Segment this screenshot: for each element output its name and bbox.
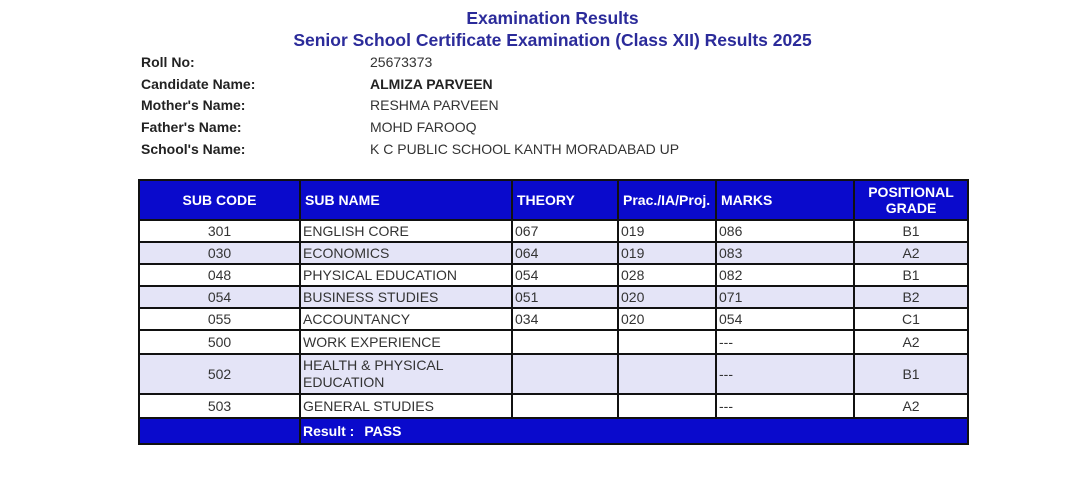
cell-sub-code: 054: [139, 286, 300, 308]
results-table: [138, 179, 969, 445]
cell-theory: 034: [512, 308, 618, 330]
cell-sub-name: GENERAL STUDIES: [300, 394, 512, 418]
school-name-value: K C PUBLIC SCHOOL KANTH MORADABAD UP: [370, 140, 680, 157]
cell-marks: 083: [716, 242, 854, 264]
table-row: [139, 394, 968, 418]
cell-grade: B1: [854, 220, 968, 242]
cell-theory: 051: [512, 286, 618, 308]
cell-sub-code: 500: [139, 330, 300, 354]
page-subtitle: Senior School Certificate Examination (Class XII) Results 2025: [293, 30, 812, 50]
cell-sub-code: 055: [139, 308, 300, 330]
cell-grade: B2: [854, 286, 968, 308]
cell-sub-name: PHYSICAL EDUCATION: [300, 264, 512, 286]
cell-theory: [512, 330, 618, 354]
table-row: [139, 308, 968, 330]
cell-sub-code: 502: [139, 354, 300, 394]
cell-marks: ---: [716, 330, 854, 354]
roll-no-label: Roll No:: [141, 54, 195, 70]
cell-theory: [512, 394, 618, 418]
cell-grade: C1: [854, 308, 968, 330]
cell-theory: [512, 354, 618, 394]
result-spacer: [139, 418, 300, 444]
cell-marks: 054: [716, 308, 854, 330]
cell-sub-name: HEALTH & PHYSICAL EDUCATION: [300, 354, 512, 394]
cell-marks: 071: [716, 286, 854, 308]
cell-sub-name: BUSINESS STUDIES: [300, 286, 512, 308]
cell-prac: 020: [618, 286, 716, 308]
cell-prac: 020: [618, 308, 716, 330]
school-name-label: School's Name:: [141, 140, 246, 157]
cell-sub-name: WORK EXPERIENCE: [300, 330, 512, 354]
result-cell: [300, 418, 968, 444]
result-label: Result :: [303, 422, 355, 439]
table-row: [139, 330, 968, 354]
cell-sub-code: 301: [139, 220, 300, 242]
cell-prac: 019: [618, 242, 716, 264]
table-row: [139, 354, 968, 394]
cell-sub-code: 030: [139, 242, 300, 264]
cell-theory: 064: [512, 242, 618, 264]
cell-sub-name: ACCOUNTANCY: [300, 308, 512, 330]
header-prac: Prac./IA/Proj.: [618, 180, 716, 220]
cell-prac: [618, 330, 716, 354]
cell-marks: 082: [716, 264, 854, 286]
cell-marks: 086: [716, 220, 854, 242]
table-row: [139, 220, 968, 242]
cell-prac: 028: [618, 264, 716, 286]
cell-grade: B1: [854, 264, 968, 286]
mother-name-label: Mother's Name:: [141, 97, 246, 114]
cell-marks: ---: [716, 394, 854, 418]
header-marks: MARKS: [716, 180, 854, 220]
cell-grade: A2: [854, 242, 968, 264]
roll-no-value: 25673373: [370, 54, 433, 70]
mother-name-value: RESHMA PARVEEN: [370, 97, 499, 114]
candidate-name-label: Candidate Name:: [141, 75, 256, 92]
table-header-row: [139, 180, 968, 220]
cell-grade: A2: [854, 394, 968, 418]
result-value: PASS: [364, 422, 402, 439]
cell-sub-name: ECONOMICS: [300, 242, 512, 264]
cell-sub-code: 048: [139, 264, 300, 286]
table-row: [139, 286, 968, 308]
cell-theory: 067: [512, 220, 618, 242]
candidate-name-value: ALMIZA PARVEEN: [370, 75, 493, 92]
table-row: [139, 242, 968, 264]
cell-marks: ---: [716, 354, 854, 394]
cell-grade: A2: [854, 330, 968, 354]
cell-grade: B1: [854, 354, 968, 394]
cell-prac: [618, 354, 716, 394]
header-sub-code: SUB CODE: [139, 180, 300, 220]
table-row: [139, 264, 968, 286]
cell-sub-name: ENGLISH CORE: [300, 220, 512, 242]
result-row: [139, 418, 968, 444]
cell-sub-code: 503: [139, 394, 300, 418]
header-theory: THEORY: [512, 180, 618, 220]
cell-prac: [618, 394, 716, 418]
father-name-label: Father's Name:: [141, 119, 242, 136]
header-sub-name: SUB NAME: [300, 180, 512, 220]
cell-theory: 054: [512, 264, 618, 286]
cell-prac: 019: [618, 220, 716, 242]
page-title: Examination Results: [466, 8, 639, 28]
father-name-value: MOHD FAROOQ: [370, 119, 477, 136]
header-positional-grade: POSITIONAL GRADE: [854, 180, 968, 220]
